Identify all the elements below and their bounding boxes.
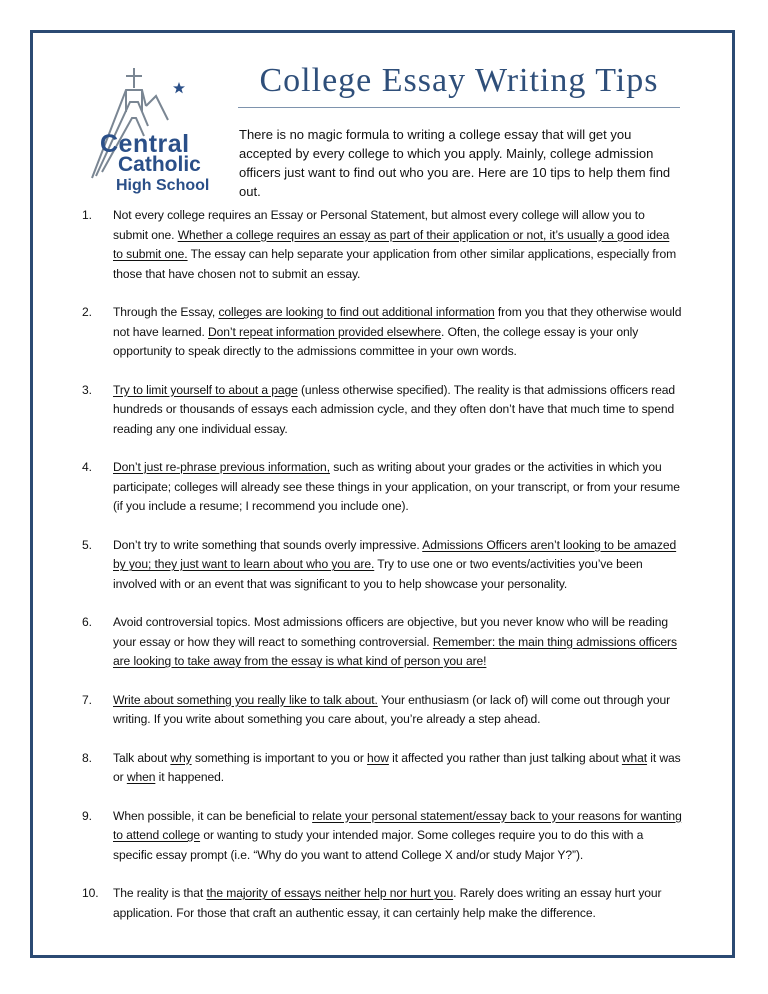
tip-item — [82, 613, 682, 672]
tips-list — [82, 206, 682, 923]
tip-emphasis: Remember: the main thing admissions officers are looking to take away from the essay is what kind of person you are! — [113, 634, 677, 668]
tip-text — [113, 884, 682, 923]
tip-number: 1. — [82, 208, 92, 222]
tip-text — [113, 458, 682, 517]
tip-emphasis: relate your personal statement/essay back to your reasons for wanting to attend college — [113, 808, 682, 842]
tip-segment: from you that they otherwise would not have learned. — [113, 305, 682, 339]
tip-segment: Try to use one or two events/activities you’ve been involved with or an event that was significant to you to help showcase your personality. — [113, 557, 643, 591]
tip-text — [113, 807, 682, 866]
tip-segment: Talk about — [113, 750, 171, 765]
tip-segment: it was or — [113, 750, 681, 784]
tip-segment: such as writing about your grades or the activities in which you participate; colleges will already see these things in your application, on your transcript, or from your resume (if you include a resume; I recommend you include one). — [113, 460, 680, 513]
tip-emphasis: the majority of essays neither help nor hurt you — [206, 886, 454, 900]
tip-number: 7. — [82, 692, 92, 707]
tip-item — [82, 884, 682, 923]
tip-item — [82, 381, 682, 440]
title-underline — [238, 107, 680, 108]
tip-segment: . Often, the college essay is your only opportunity to speak directly to the admissions committee in your own words. — [113, 324, 639, 358]
tip-number: 2. — [82, 305, 92, 319]
tip-text — [113, 749, 682, 788]
intro-paragraph: There is no magic formula to writing a college essay that will get you accepted by every college to which you apply. Mainly, college admission officers just want to find out who you are. Here are 10 tips to help them find out. — [239, 127, 671, 199]
tip-text — [113, 691, 682, 730]
tip-segment: Don’t try to write something that sounds overly impressive. — [113, 537, 423, 552]
tip-segment: . Rarely does writing an essay hurt your application. For those that craft an authentic essay, it can certainly help make the difference. — [113, 886, 662, 920]
tip-segment: Not every college requires an Essay or Personal Statement, but almost every college will allow you to submit one. — [113, 208, 645, 242]
tip-item — [82, 749, 682, 788]
tip-emphasis: Write about something you really like to talk about. — [113, 692, 378, 707]
tip-emphasis: why — [170, 750, 192, 765]
tip-item — [82, 807, 682, 866]
tip-text — [113, 613, 682, 672]
tip-emphasis: what — [621, 750, 648, 765]
tip-emphasis: Whether a college requires an essay as part of their application or not, it’s usually a good idea to submit one. — [113, 227, 670, 261]
tip-text — [113, 206, 682, 284]
tip-segment: Through the Essay, — [113, 305, 219, 319]
tip-item — [82, 691, 682, 730]
tip-segment: it affected you rather than just talking about — [388, 750, 622, 765]
tip-item — [82, 458, 682, 517]
tip-segment: When possible, it can be beneficial to — [113, 808, 313, 823]
tip-emphasis: Admissions Officers aren’t looking to be amazed by you; they just want to learn about who you are. — [113, 537, 677, 571]
tip-text — [113, 303, 682, 362]
tip-segment: The essay can help separate your application from other similar applications, especially from those that have chosen not to submit an essay. — [113, 247, 677, 281]
tip-emphasis: when — [126, 770, 156, 784]
tip-number: 10. — [82, 886, 99, 900]
tip-segment: The reality is that — [113, 886, 207, 900]
page-title: College Essay Writing Tips — [259, 62, 659, 99]
tip-number: 6. — [82, 615, 92, 629]
tip-emphasis: Don’t repeat information provided elsewhere — [208, 324, 442, 339]
tip-segment: something is important to you or — [191, 750, 368, 765]
tip-number: 9. — [82, 808, 92, 823]
tip-segment: or wanting to study your intended major. Some colleges require you to do this with a specific essay prompt (i.e. “Why do you want to attend College X and/or study Major Y?”). — [113, 828, 644, 862]
star-icon — [173, 82, 185, 93]
tip-emphasis: Try to limit yourself to about a page — [113, 382, 298, 397]
tip-text — [113, 536, 682, 595]
school-logo — [88, 66, 224, 196]
tip-segment: it happened. — [155, 770, 224, 784]
tip-segment: (unless otherwise specified). The reality is that admissions officers read hundreds or thousands of essays each admission cycle, and they often don’t have that much time to spend reading any one individual essay. — [113, 382, 675, 436]
tip-number: 4. — [82, 460, 92, 474]
tip-number: 3. — [82, 382, 92, 397]
tip-number: 5. — [82, 537, 92, 552]
logo-line-2: Catholic — [118, 153, 201, 176]
tip-item — [82, 536, 682, 595]
logo-line-3: High School — [116, 177, 210, 194]
tip-emphasis: Don’t just re-phrase previous information, — [113, 460, 330, 474]
tip-item — [82, 303, 682, 362]
tip-number: 8. — [82, 750, 92, 765]
tip-segment: Avoid controversial topics. Most admissions officers are objective, but you never know who will be reading your essay or how they will react to something controversial. — [113, 615, 668, 649]
tip-segment: Your enthusiasm (or lack of) will come out through your writing. If you write about something you care about, you’re already a step ahead. — [113, 692, 671, 726]
tip-item — [82, 206, 682, 284]
tip-text — [113, 381, 682, 440]
tip-emphasis: colleges are looking to find out additional information — [218, 305, 495, 319]
logo-line-1: Central — [100, 130, 190, 158]
tip-emphasis: how — [367, 750, 389, 765]
